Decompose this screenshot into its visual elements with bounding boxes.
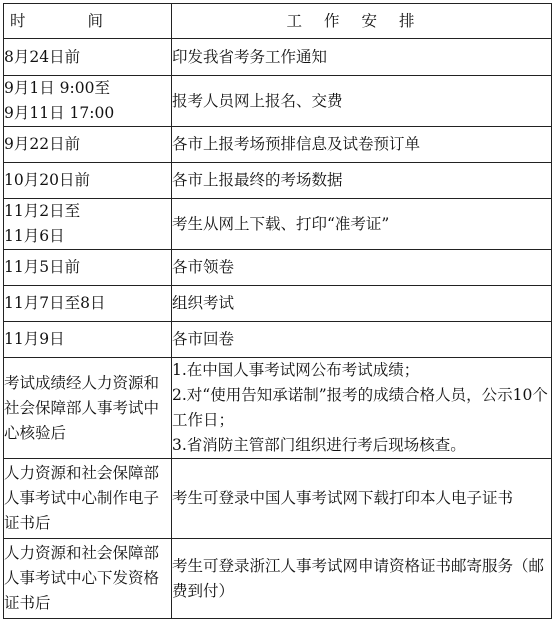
work-cell <box>172 539 552 619</box>
header-work-arrangement: 工作安排 <box>172 4 552 39</box>
time-cell <box>4 163 172 199</box>
table-row <box>4 286 552 322</box>
table-row <box>4 459 552 539</box>
table-row <box>4 199 552 250</box>
time-cell <box>4 76 172 127</box>
work-text: 报考人员网上报名、交费 <box>172 91 343 110</box>
work-cell <box>172 199 552 250</box>
work-text: 考生可登录浙江人事考试网申请资格证书邮寄服务（邮费到付） <box>172 556 545 600</box>
table-row <box>4 322 552 358</box>
work-text: 2.对“使用告知承诺制”报考的成绩合格人员，公示10个工作日； <box>172 386 548 429</box>
work-text: 考生从网上下载、打印“准考证” <box>172 214 390 233</box>
header-time: 时间 <box>4 4 172 39</box>
time-text: 9月11日 17:00 <box>4 104 115 122</box>
work-text: 考生可登录中国人事考试网下载打印本人电子证书 <box>172 489 514 507</box>
time-text: 9月22日前 <box>4 135 81 153</box>
time-text: 8月24日前 <box>4 47 81 66</box>
work-cell <box>172 163 552 199</box>
work-cell <box>172 358 552 459</box>
work-text: 各市上报最终的考场数据 <box>172 171 343 189</box>
time-text: 10月20日前 <box>4 171 90 189</box>
work-cell <box>172 322 552 358</box>
exam-schedule-table <box>3 3 552 619</box>
time-text: 11月9日 <box>4 330 65 348</box>
table-row <box>4 127 552 163</box>
work-cell <box>172 127 552 163</box>
table-row <box>4 250 552 286</box>
work-text: 印发我省考务工作通知 <box>172 47 328 66</box>
time-text: 人力资源和社会保障部人事考试中心下发资格证书后 <box>4 544 160 612</box>
time-text: 11月7日至8日 <box>4 294 106 312</box>
time-text: 人力资源和社会保障部人事考试中心制作电子证书后 <box>4 464 160 532</box>
table-row <box>4 539 552 619</box>
work-cell <box>172 39 552 76</box>
work-text: 组织考试 <box>172 294 235 312</box>
time-cell <box>4 459 172 539</box>
time-text: 11月6日 <box>4 227 65 245</box>
time-text: 11月2日至 <box>4 202 81 220</box>
work-cell <box>172 286 552 322</box>
time-cell <box>4 322 172 358</box>
time-text: 9月1日 9:00至 <box>4 79 110 97</box>
time-cell <box>4 199 172 250</box>
table-row <box>4 39 552 76</box>
work-text: 各市回卷 <box>172 330 235 348</box>
time-text: 考试成绩经人力资源和社会保障部人事考试中心核验后 <box>4 373 160 442</box>
time-cell <box>4 39 172 76</box>
time-text: 11月5日前 <box>4 258 81 276</box>
table-row <box>4 163 552 199</box>
time-cell <box>4 250 172 286</box>
table-row <box>4 358 552 459</box>
time-cell <box>4 539 172 619</box>
work-cell <box>172 250 552 286</box>
table-row <box>4 76 552 127</box>
work-cell <box>172 459 552 539</box>
work-text: 3.省消防主管部门组织进行考后现场核查。 <box>172 436 466 454</box>
time-cell <box>4 127 172 163</box>
work-cell <box>172 76 552 127</box>
time-cell <box>4 358 172 459</box>
table-header-row <box>4 4 552 39</box>
time-cell <box>4 286 172 322</box>
work-text: 各市上报考场预排信息及试卷预订单 <box>172 135 421 153</box>
work-text: 各市领卷 <box>172 258 235 276</box>
work-text: 1.在中国人事考试网公布考试成绩； <box>172 361 420 379</box>
